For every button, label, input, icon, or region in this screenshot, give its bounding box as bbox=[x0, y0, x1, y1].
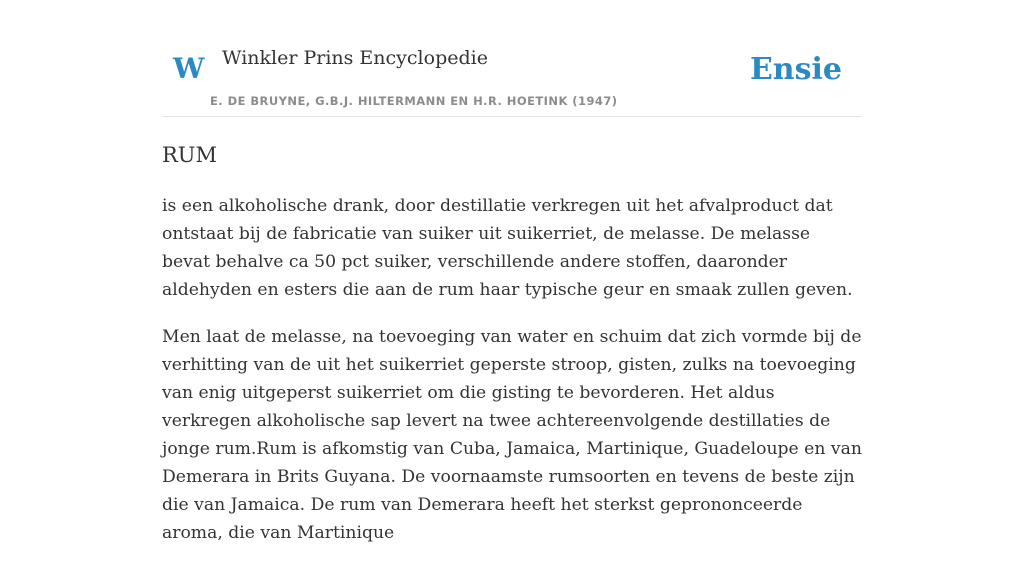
source-logo-icon: W bbox=[173, 52, 205, 85]
ensie-logo-link[interactable]: Ensie bbox=[749, 52, 842, 87]
article-paragraph: Men laat de melasse, na toevoeging van water en schuim dat zich vormde bij de verhitting van de uit het suikerriet geperste stroop, gisten, zulks na toevoeging van enig uitgeperst suikerriet om die gisting te bevorderen. Het aldus verkregen alkoholische sap levert na twee achtereenvolgende destillaties de jonge rum.Rum is afkomstig van Cuba, Jamaica, Martinique, Guadeloupe en van Demerara in Brits Guyana. De voornaamste rumsoorten en tevens de beste zijn die van Jamaica. De rum van Demerara heeft het sterkst geprononceerde aroma, die van Martinique bbox=[162, 327, 862, 543]
source-title-link[interactable]: Winkler Prins Encyclopedie bbox=[222, 47, 488, 69]
source-header bbox=[162, 0, 862, 117]
source-authors: E. DE BRUYNE, G.B.J. HILTERMANN EN H.R. HOETINK (1947) bbox=[210, 94, 618, 108]
article-paragraph: is een alkoholische drank, door destillatie verkregen uit het afvalproduct dat ontstaat bij de fabricatie van suiker uit suikerriet, de melasse. De melasse bevat behalve ca 50 pct suiker, verschillende andere stoffen, daaronder aldehyden en esters die aan de rum haar typische geur en smaak zullen geven. bbox=[162, 196, 853, 300]
article-body bbox=[162, 192, 862, 566]
article-title: RUM bbox=[162, 143, 218, 167]
